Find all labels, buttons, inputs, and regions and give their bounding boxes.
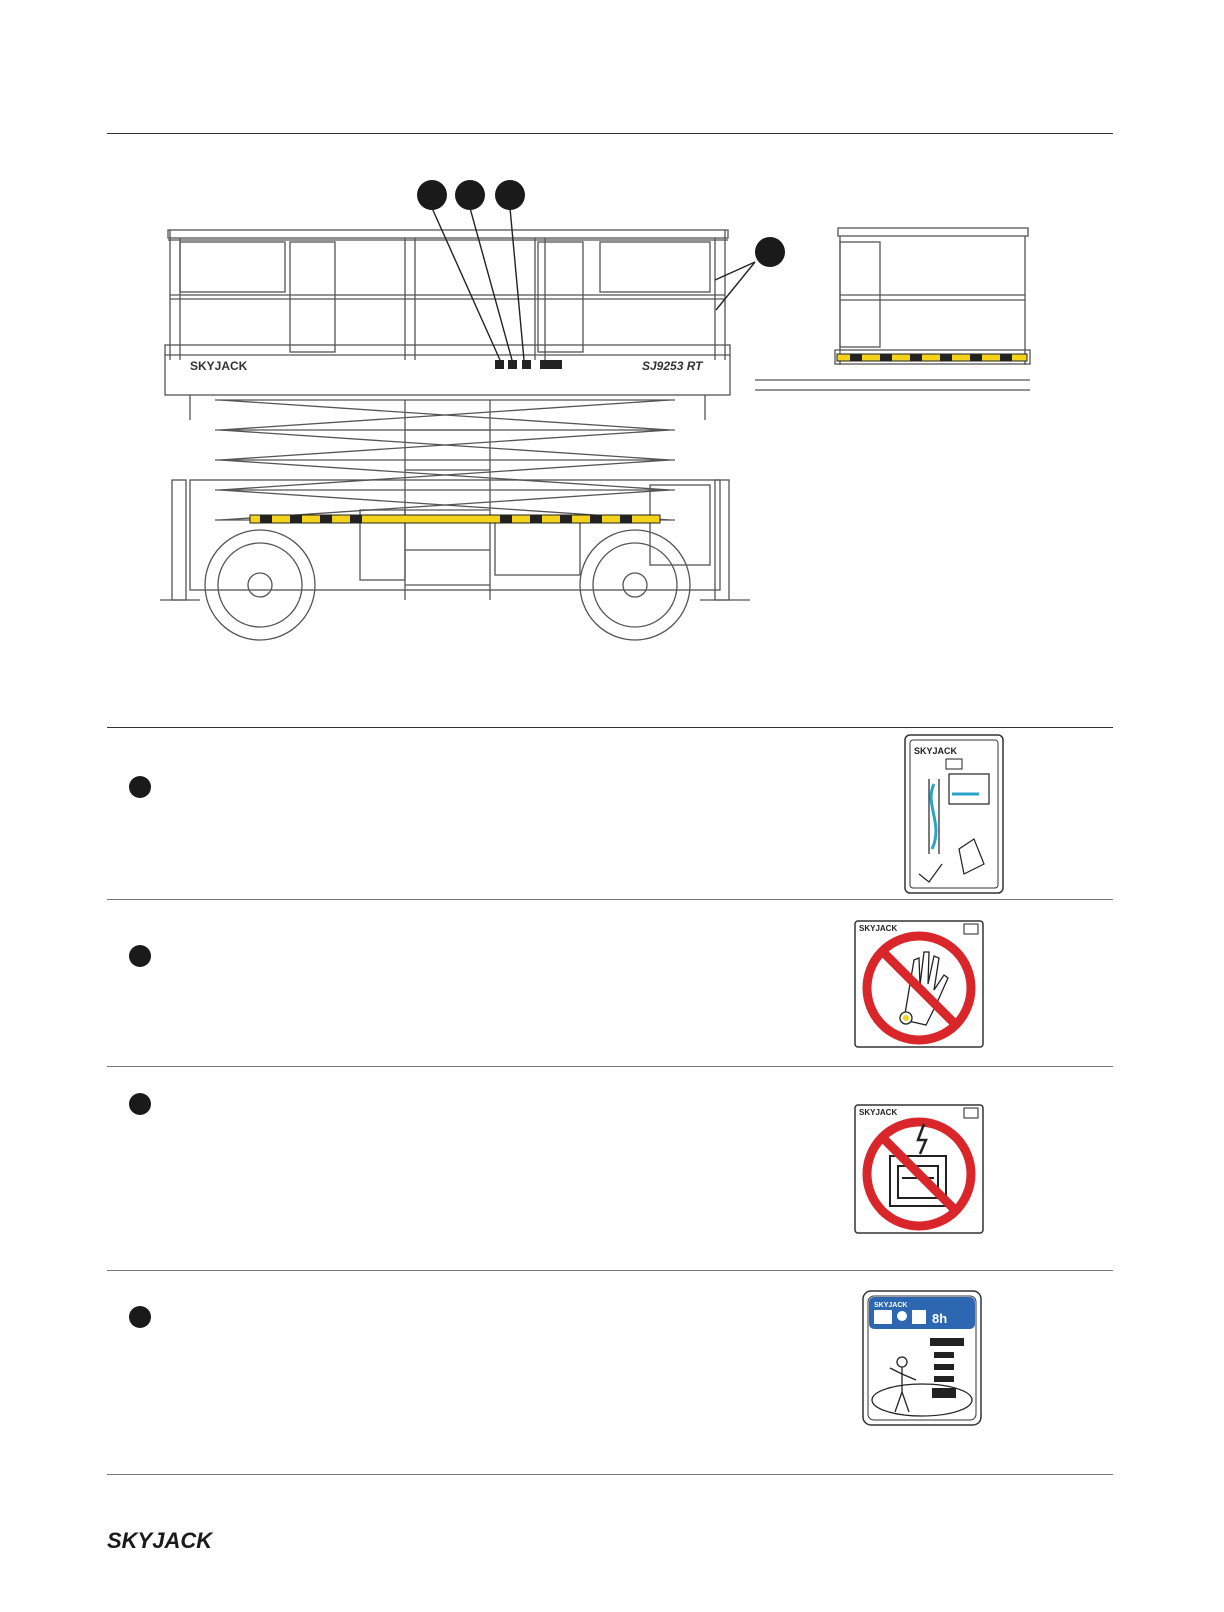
- footer-brand: SKYJACK: [107, 1528, 213, 1553]
- deck-logo: SKYJACK: [190, 359, 248, 373]
- item-bullet-2: [129, 945, 151, 967]
- item-bullet-4: [129, 1306, 151, 1328]
- machine-diagram: [160, 180, 1060, 660]
- no-electrical-decal: [854, 1104, 984, 1234]
- section-rule: [107, 1474, 1113, 1475]
- section-rule: [107, 727, 1113, 728]
- section-rule: [107, 1270, 1113, 1271]
- section-rule: [107, 1066, 1113, 1067]
- item-bullet-3: [129, 1093, 151, 1115]
- callout-1: [417, 180, 447, 210]
- decal-brand: SKYJACK: [914, 746, 958, 756]
- skyjack-footer-logo: [107, 1528, 237, 1554]
- callout-2: [455, 180, 485, 210]
- section-rule: [107, 899, 1113, 900]
- decal-hours-badge: 8h: [932, 1311, 948, 1326]
- no-jewelry-decal: [854, 920, 984, 1048]
- inspection-decal: [862, 1290, 982, 1426]
- callout-3: [495, 180, 525, 210]
- top-rule: [107, 133, 1113, 134]
- decal-brand: SKYJACK: [859, 924, 898, 933]
- lanyard-decal: [904, 734, 1004, 894]
- callout-4: [755, 237, 785, 267]
- decal-brand: SKYJACK: [874, 1302, 908, 1309]
- model-label: SJ9253 RT: [642, 359, 703, 373]
- item-bullet-1: [129, 776, 151, 798]
- decal-brand: SKYJACK: [859, 1108, 898, 1117]
